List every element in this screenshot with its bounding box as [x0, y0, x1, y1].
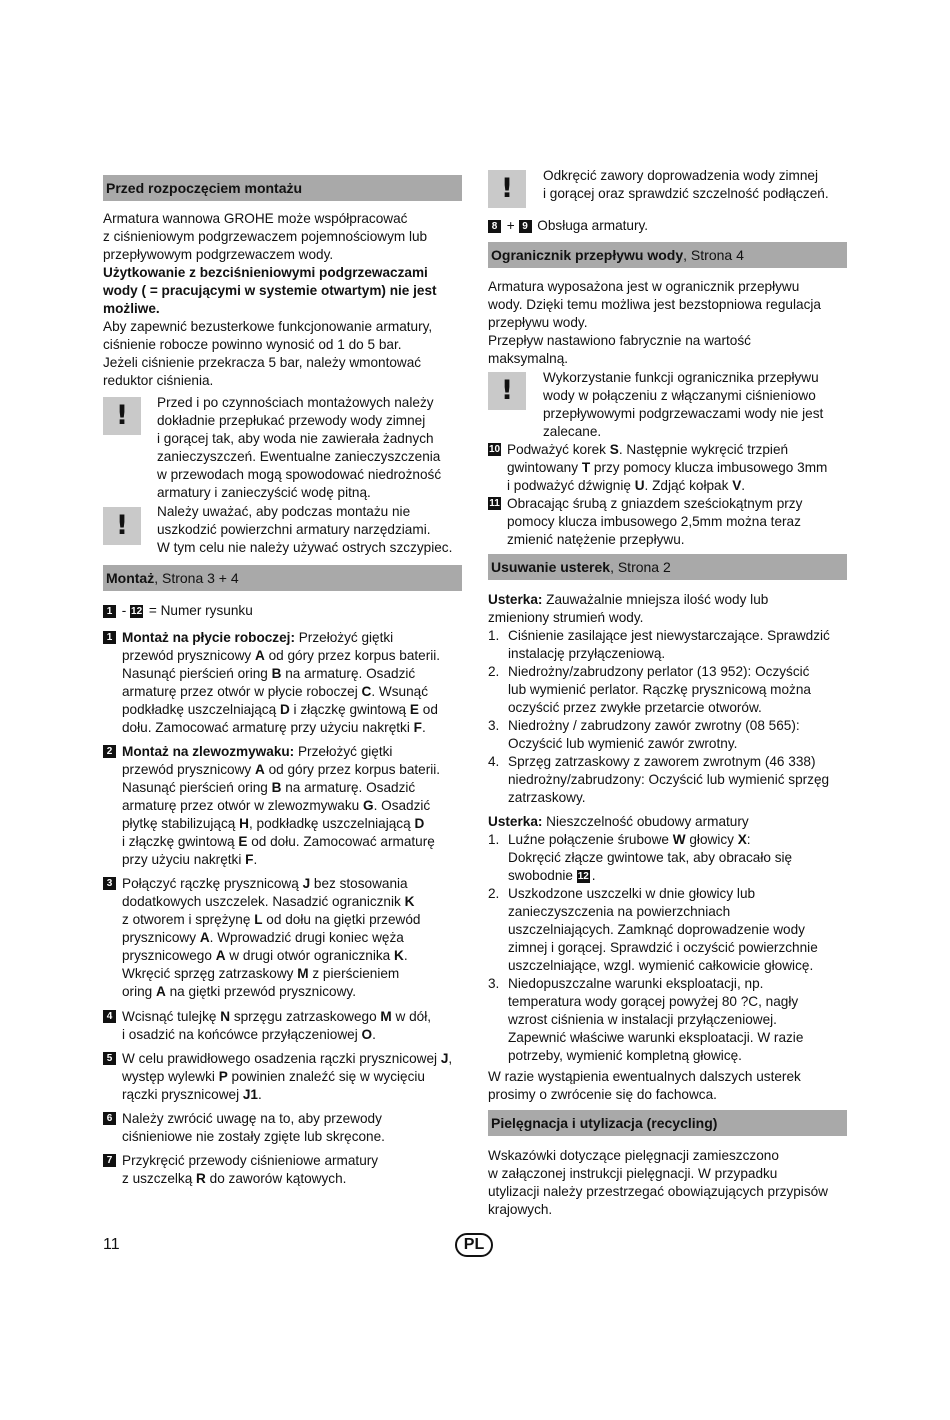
step-text	[488, 495, 853, 549]
text-line: podkładkę uszczelniającą D i złączkę gwintową E od	[122, 702, 438, 717]
warning-icon	[488, 372, 526, 410]
warning-flush-text	[157, 394, 467, 502]
text-line: armaturę przez otwór w zlewozmywaku G. Osadzić	[122, 798, 431, 813]
text-line: Montaż na zlewozmywaku: Przełożyć giętki	[122, 744, 393, 759]
step-item	[103, 743, 468, 869]
text-line: Należy zwrócić uwagę na to, aby przewody	[122, 1111, 382, 1126]
text-line: armaturę przez otwór w płycie roboczej C. Wsunąć	[122, 684, 428, 699]
step-text	[103, 1110, 468, 1146]
section-title: Montaż	[106, 570, 155, 586]
text-line: potrzeby, wymienić kompletną głowicę.	[508, 1048, 742, 1063]
step-item	[103, 1050, 468, 1104]
list-item	[488, 663, 853, 717]
text-line: zmienić natężenie przepływu.	[507, 532, 685, 547]
list-item	[488, 717, 853, 753]
warning-icon	[488, 170, 526, 208]
text-line: Obracając śrubą z gniazdem sześciokątnym przy	[507, 496, 803, 511]
text-line: ciśnieniowe nie zostały zgięte lub skręcone.	[122, 1129, 385, 1144]
page-number: 11	[103, 1236, 120, 1253]
text-line: instalację przyłączeniową.	[508, 646, 666, 661]
list-item	[488, 831, 853, 885]
text-line: Wkręcić sprzęg zatrzaskowy M z pierścieniem	[122, 966, 400, 981]
text: -	[118, 603, 131, 618]
step-number-badge: 1	[103, 631, 116, 644]
text-line: Połączyć rączkę prysznicową J bez stosowania	[122, 876, 408, 891]
text: = Numer rysunku	[145, 603, 253, 618]
warning-tools-text	[157, 503, 467, 557]
text-line: Przepływ nastawiono fabrycznie na wartość	[488, 333, 751, 348]
text-line: krajowych.	[488, 1202, 553, 1217]
language-badge: PL	[455, 1233, 493, 1257]
text-line: Niedrożny / zabrudzony zawór zwrotny (08 565):	[508, 718, 800, 733]
list-item	[488, 627, 853, 663]
section-title: Pielęgnacja i utylizacja (recycling)	[491, 1115, 718, 1131]
text-line: maksymalną.	[488, 351, 569, 366]
text-line: ciśnienie robocze powinno wynosić od 1 do 5 bar.	[103, 337, 402, 352]
text-line: Jeżeli ciśnienie przekracza 5 bar, należy wmontować	[103, 355, 422, 370]
list-marker: 1.	[488, 628, 500, 643]
section-subtitle: , Strona 2	[610, 559, 671, 575]
flow-text	[488, 278, 853, 368]
text-line: przepływowym podgrzewaczem wody.	[103, 247, 334, 262]
text-line: gwintowany T przy pomocy klucza imbusowego 3mm	[507, 460, 828, 475]
text-line: Armatura wannowa GROHE może współpracować	[103, 211, 408, 226]
care-text	[488, 1147, 853, 1219]
section-subtitle: , Strona 3 + 4	[154, 570, 239, 586]
text-line: przy użyciu nakrętki F.	[122, 852, 258, 867]
text-line: wody ( = pracującymi w systemie otwartym) nie jest	[103, 283, 437, 298]
step-item	[103, 1110, 468, 1146]
text-line: Przed i po czynnościach montażowych należy	[157, 395, 434, 410]
text-line: zatrzaskowy.	[508, 790, 586, 805]
text-line: uszczelniających. Zamknąć doprowadzenie wody	[508, 922, 805, 937]
text-line: Oczyścić lub wymienić zawór zwrotny.	[508, 736, 738, 751]
text-line: Należy uważać, aby podczas montażu nie	[157, 504, 411, 519]
step-text	[103, 875, 468, 1001]
section-title: Ogranicznik przepływu wody	[491, 247, 684, 263]
text-line: oczyścić przez zwykłe przetarcie otworów.	[508, 700, 762, 715]
text-line: Wykorzystanie funkcji ogranicznika przepływu	[543, 370, 819, 385]
text-line: armatury i zanieczyścić wodę pitną.	[157, 485, 371, 500]
figure-number-ref	[103, 602, 253, 620]
list-item	[488, 753, 853, 807]
step-item	[488, 441, 853, 495]
text-line: przewód prysznicowy A od góry przez korpus baterii.	[122, 648, 441, 663]
fault-1-list	[488, 627, 853, 807]
text-line: i złączkę gwintową E od dołu. Zamocować armaturę	[122, 834, 435, 849]
step-number-badge: 10	[488, 444, 501, 455]
text: Obsługa armatury.	[533, 218, 649, 233]
text-line: prosimy o zwrócenie się do fachowca.	[488, 1087, 717, 1102]
text-line: oring A na giętki przewód prysznicowy.	[122, 984, 356, 999]
text-line: prysznicowego A w drugi otwór ogranicznika K.	[122, 948, 408, 963]
text: +	[503, 218, 519, 233]
warning-valves-text	[543, 167, 853, 203]
text-line: z uszczelką R do zaworów kątowych.	[122, 1171, 347, 1186]
text-line: Sprzęg zatrzaskowy z zaworem zwrotnym (46 338)	[508, 754, 816, 769]
text-line: W celu prawidłowego osadzenia rączki prysznicowej J,	[122, 1051, 453, 1066]
figure-badge: 1	[103, 605, 116, 618]
further-faults-text	[488, 1068, 853, 1104]
text-line: w załączonej instrukcji pielęgnacji. W przypadku	[488, 1166, 778, 1181]
list-marker: 1.	[488, 832, 500, 847]
text-line: przepływowymi podgrzewaczami wody nie jest	[543, 406, 824, 421]
text-line: zalecane.	[543, 424, 602, 439]
list-item	[488, 975, 853, 1065]
text-line: Armatura wyposażona jest w ogranicznik przepływu	[488, 279, 800, 294]
step-text	[103, 743, 468, 869]
step-text	[103, 629, 468, 737]
text-line: uszkodzić powierzchni armatury narzędziami.	[157, 522, 431, 537]
warning-icon	[103, 507, 141, 545]
operation-ref	[488, 217, 648, 235]
text-line: Odkręcić zawory doprowadzenia wody zimnej	[543, 168, 819, 183]
text-line: przewód prysznicowy A od góry przez korpus baterii.	[122, 762, 441, 777]
step-item	[103, 1008, 468, 1044]
step-item	[488, 495, 853, 549]
step-text	[103, 1152, 468, 1188]
text: Nieszczelność obudowy armatury	[542, 814, 749, 829]
text-line: temperatura wody gorącej powyżej 80 ?C, nagły	[508, 994, 799, 1009]
text-line: i gorącej tak, aby woda nie zawierała żadnych	[157, 431, 434, 446]
list-marker: 3.	[488, 718, 500, 733]
step-number-badge: 11	[489, 498, 500, 509]
step-item	[103, 875, 468, 1001]
text-line: wzrost ciśnienia w instalacji przyłączeniowej.	[508, 1012, 777, 1027]
text-line: Montaż na płycie roboczej: Przełożyć giętki	[122, 630, 394, 645]
text-line: Wskazówki dotyczące pielęgnacji zamieszczono	[488, 1148, 779, 1163]
text-line: z ciśnieniowym podgrzewaczem pojemnościowym lub	[103, 229, 428, 244]
text-line: niedrożny/zabrudzony: Oczyścić lub wymienić sprzęg	[508, 772, 830, 787]
text-line: Użytkowanie z bezciśnieniowymi podgrzewaczami	[103, 265, 428, 280]
step-number-badge: 7	[103, 1154, 116, 1167]
fault-2	[488, 813, 853, 831]
section-title: Usuwanie usterek	[491, 559, 611, 575]
list-marker: 2.	[488, 664, 500, 679]
step-number-badge: 3	[103, 877, 116, 890]
text-line: Wcisnąć tulejkę N sprzęgu zatrzaskowego M w dół,	[122, 1009, 432, 1024]
text-line: zanieczyszczenia na powierzchniach	[508, 904, 731, 919]
text-line: przepływu wody.	[488, 315, 588, 330]
text-line: z otworem i sprężynę L od dołu na giętki przewód	[122, 912, 421, 927]
text-line: W tym celu nie należy używać ostrych szczypiec.	[157, 540, 453, 555]
text-line: wody w połączeniu z włączanymi ciśnieniowo	[543, 388, 816, 403]
text-line: zmieniony strumień wody.	[488, 610, 644, 625]
text-line: i osadzić na końcówce przyłączeniowej O.	[122, 1027, 376, 1042]
text: Zauważalnie mniejsza ilość wody lub	[542, 592, 769, 607]
text-line: Niedopuszczalne warunki eksploatacji, np.	[508, 976, 764, 991]
text-line: Dokręcić złącze gwintowe tak, aby obracało się	[508, 850, 793, 865]
text-line: w przewodach mogą spowodować niedrożność	[157, 467, 442, 482]
text-line: i podważyć dźwignię U. Zdjąć kołpak V.	[507, 478, 746, 493]
text-line: wody. Dzięki temu możliwa jest bezstopniowa regulacja	[488, 297, 821, 312]
text-line: i gorącej oraz sprawdzić szczelność podłączeń.	[543, 186, 829, 201]
section-header-flow-limiter	[488, 242, 847, 268]
text-line: dodatkowych uszczelek. Nasadzić ogranicznik K	[122, 894, 415, 909]
step-text	[103, 1008, 468, 1044]
list-marker: 2.	[488, 886, 500, 901]
text-line: prysznicowy A. Wprowadzić drugi koniec węża	[122, 930, 404, 945]
figure-badge: 8	[488, 220, 501, 233]
section-subtitle: , Strona 4	[683, 247, 744, 263]
text-line: lub wymienić perlator. Rączkę prysznicową można	[508, 682, 811, 697]
step-item	[103, 629, 468, 737]
section-header-montaz	[103, 565, 462, 591]
fault-label: Usterka:	[488, 592, 543, 607]
list-marker: 3.	[488, 976, 500, 991]
text-line: rączki prysznicowej J1.	[122, 1087, 262, 1102]
figure-badge: 12	[131, 606, 143, 617]
text-line: możliwe.	[103, 301, 160, 316]
fault-2-list	[488, 831, 853, 1065]
text-line: występ wylewki P powinien znaleźć się w wycięciu	[122, 1069, 425, 1084]
list-item	[488, 885, 853, 975]
figure-badge: 9	[519, 220, 532, 233]
intro-text	[103, 210, 463, 390]
fault-label: Usterka:	[488, 814, 543, 829]
text-line: zanieczyszczeń. Ewentualne zanieczyszczenia	[157, 449, 441, 464]
section-title: Przed rozpoczęciem montażu	[106, 180, 303, 196]
step-item	[103, 1152, 468, 1188]
text-line: Podważyć korek S. Następnie wykręcić trzpień	[507, 442, 789, 457]
text-line: Ciśnienie zasilające jest niewystarczające. Sprawdzić	[508, 628, 830, 643]
text-line: zimnej i gorącej. Sprawdzić i oczyścić powierzchnie	[508, 940, 818, 955]
step-number-badge: 6	[103, 1112, 116, 1125]
text-line: dokładnie przepłukać przewody wody zimnej	[157, 413, 426, 428]
warning-icon	[103, 397, 141, 435]
text-line: utylizacji należy przestrzegać obowiązujących przypisów	[488, 1184, 828, 1199]
text-line: swobodnie 12 .	[508, 868, 596, 883]
section-header-before-install	[103, 175, 462, 201]
fault-1	[488, 591, 853, 627]
text-line: Luźne połączenie śrubowe W głowicy X:	[508, 832, 751, 847]
text-line: płytkę stabilizującą H, podkładkę uszczelniającą D	[122, 816, 425, 831]
text-line: Nasunąć pierścień oring B na armaturę. Osadzić	[122, 780, 416, 795]
text-line: reduktor ciśnienia.	[103, 373, 214, 388]
step-number-badge: 5	[103, 1052, 116, 1065]
text-line: Aby zapewnić bezusterkowe funkcjonowanie armatury,	[103, 319, 433, 334]
text-line: Nasunąć pierścień oring B na armaturę. Osadzić	[122, 666, 416, 681]
section-header-troubleshooting	[488, 554, 847, 580]
step-text	[488, 441, 853, 495]
text-line: W razie wystąpienia ewentualnych dalszych usterek	[488, 1069, 801, 1084]
section-header-care	[488, 1110, 847, 1136]
text-line: dołu. Zamocować armaturę przy użyciu nakrętki F.	[122, 720, 426, 735]
text-line: Niedrożny/zabrudzony perlator (13 952): Oczyścić	[508, 664, 810, 679]
text-line: Przykręcić przewody ciśnieniowe armatury	[122, 1153, 379, 1168]
text-line: Zapewnić właściwe warunki eksploatacji. W razie	[508, 1030, 804, 1045]
step-text	[103, 1050, 468, 1104]
text-line: Uszkodzone uszczelki w dnie głowicy lub	[508, 886, 756, 901]
text-line: uszczelniające, wzgl. wymienić całkowicie głowicę.	[508, 958, 814, 973]
step-number-badge: 4	[103, 1010, 116, 1023]
warning-flow-text	[543, 369, 853, 441]
list-marker: 4.	[488, 754, 500, 769]
text-line: pomocy klucza imbusowego 2,5mm można teraz	[507, 514, 801, 529]
step-number-badge: 2	[103, 745, 116, 758]
